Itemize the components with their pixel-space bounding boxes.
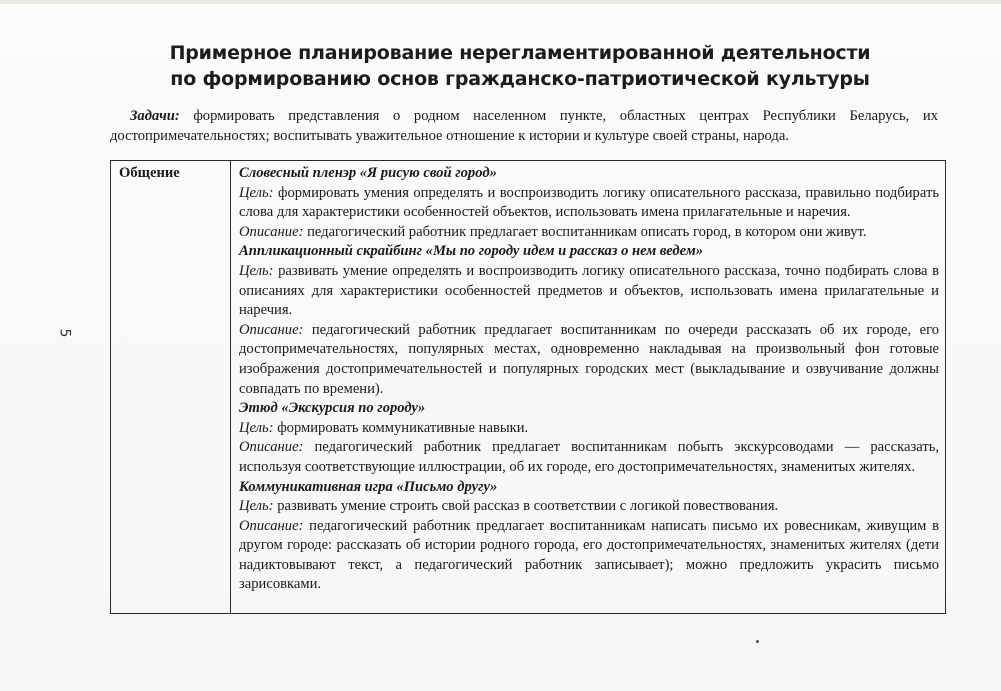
tasks-paragraph bbox=[110, 106, 938, 146]
activity-title: Этюд «Экскурсия по городу» bbox=[239, 400, 426, 417]
activity-item bbox=[239, 478, 939, 596]
activity-title: Словесный пленэр «Я рисую свой город» bbox=[239, 165, 497, 181]
activity-description: педагогический работник предлагает воспитанникам по очереди рассказать об их городе, его достопримечательностях, популярных местах, одновременно накладывая на произвольный фон готовые изображения достопримечательностей и популярных городских мест (выкладывание и озвучивание должны совпадать по времени). bbox=[239, 321, 939, 397]
activities-column bbox=[231, 161, 945, 595]
activity-description: педагогический работник предлагает воспитанникам побыть экскурсоводами — рассказать, используя соответствующие иллюстрации, об их городе, его достопримечательностях, знаменитых жителях. bbox=[239, 439, 939, 475]
activity-title: Коммуникативная игра «Письмо другу» bbox=[239, 478, 498, 495]
title-line-2: по формированию основ гражданско-патриотической культуры bbox=[170, 68, 870, 90]
activity-title: Аппликационный скрайбинг «Мы по городу идем и рассказ о нем ведем» bbox=[239, 243, 704, 260]
activity-goal: развивать умение строить свой рассказ в соответствии с логикой повествования. bbox=[277, 498, 779, 515]
activities-table bbox=[110, 160, 946, 614]
activity-item bbox=[239, 242, 939, 399]
goal-label: Цель: bbox=[239, 262, 274, 279]
description-label: Описание: bbox=[239, 439, 304, 456]
goal-label: Цель: bbox=[239, 498, 274, 515]
page-title bbox=[150, 40, 890, 92]
activity-description: педагогический работник предлагает воспитанникам описать город, в котором они живут. bbox=[307, 223, 867, 240]
description-label: Описание: bbox=[239, 321, 304, 338]
goal-label: Цель: bbox=[239, 419, 274, 436]
tasks-label: Задачи: bbox=[130, 108, 180, 124]
goal-label: Цель: bbox=[239, 184, 274, 201]
page-number: 5 bbox=[56, 328, 73, 338]
category-column bbox=[111, 161, 231, 613]
page-edge bbox=[0, 0, 1001, 4]
activity-description: педагогический работник предлагает воспитанникам написать письмо их ровесникам, живущим в другом городе: рассказать об истории родного города, его достопримечательностях, знаменитых жителях (дети надиктовывают текст, а педагогический работник записывает); можно предложить украсить письмо зарисовками. bbox=[239, 517, 939, 593]
activity-goal: развивать умение определять и воспроизводить логику описательного рассказа, точно подбирать слова в описаниях для характеристики особенностей предметов и объектов, использовать имена прилагательные и наречия. bbox=[239, 262, 939, 319]
activity-goal: формировать умения определять и воспроизводить логику описательного рассказа, правильно подбирать слова для характеристики особенностей объектов, использовать имена прилагательные и наречия. bbox=[239, 184, 939, 221]
description-label: Описание: bbox=[239, 517, 304, 534]
description-label: Описание: bbox=[239, 223, 304, 240]
activity-item bbox=[239, 164, 939, 242]
activity-goal: формировать коммуникативные навыки. bbox=[277, 419, 529, 436]
title-line-1: Примерное планирование нерегламентированной деятельности bbox=[169, 42, 871, 64]
category-cell: Общение bbox=[119, 165, 180, 181]
tasks-text: формировать представления о родном населенном пункте, областных центрах Республики Беларусь, их достопримечательностях; воспитывать уважительное отношение к истории и культуре своей страны, народа. bbox=[110, 108, 938, 144]
activity-item bbox=[239, 399, 939, 477]
scan-speck bbox=[756, 640, 759, 643]
